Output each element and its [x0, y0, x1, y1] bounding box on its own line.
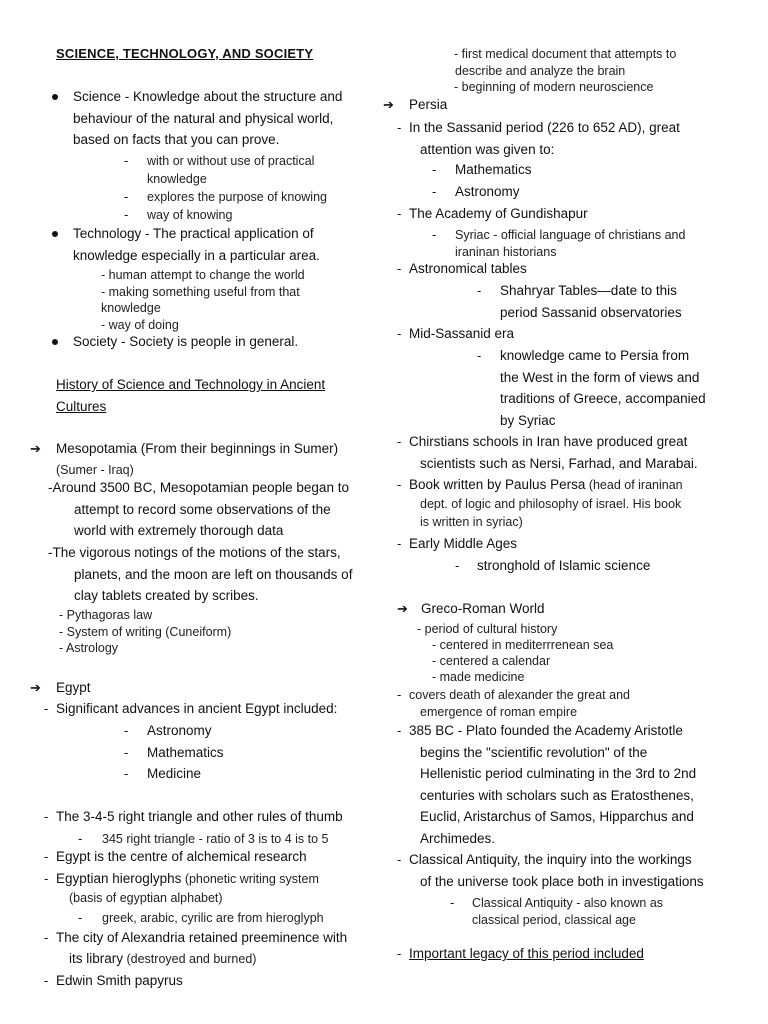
- dash-icon: -: [397, 536, 402, 551]
- mid-sub-4: by Syriac: [500, 412, 556, 428]
- covers-line-2: emergence of roman empire: [420, 705, 578, 719]
- bullet-icon: [52, 231, 58, 237]
- dash-icon: -: [44, 809, 49, 824]
- dash-icon: -: [432, 184, 437, 199]
- tables-sub-1: Shahryar Tables—date to this: [500, 283, 677, 298]
- mid-sub-2: the West in the form of views and: [500, 369, 700, 385]
- bullet-icon: [52, 339, 58, 345]
- egypt-list-2: Mathematics: [147, 744, 224, 760]
- alexandria-line-1: The city of Alexandria retained preeminence with: [56, 930, 348, 945]
- greco-list-1: - period of cultural history: [417, 622, 558, 636]
- classical-sub-2: classical period, classical age: [472, 913, 636, 927]
- dash-icon: -: [432, 227, 437, 242]
- hieroglyphs-note: (phonetic writing system: [181, 872, 319, 886]
- egypt-title: Egypt: [56, 680, 91, 695]
- dash-icon: -: [455, 558, 460, 573]
- tables-line: Astronomical tables: [409, 261, 527, 276]
- sassanid-line-2: attention was given to:: [420, 141, 555, 157]
- alchemy-line: Egypt is the centre of alchemical research: [56, 849, 307, 864]
- alexandria-line-2: [69, 948, 256, 971]
- alexandria-note: (destroyed and burned): [123, 952, 257, 966]
- egypt-intro: Significant advances in ancient Egypt included:: [56, 701, 338, 716]
- dash-icon: -: [44, 871, 49, 886]
- dash-icon: -: [397, 326, 402, 341]
- technology-sub-3: knowledge: [101, 301, 161, 315]
- society-line: Society - Society is people in general.: [73, 334, 299, 349]
- plato-line-2: begins the "scientific revolution" of the: [420, 744, 648, 760]
- dash-icon: -: [397, 206, 402, 221]
- classical-line-2: of the universe took place both in investigations: [420, 873, 704, 889]
- dash-icon: -: [397, 477, 402, 492]
- dash-icon: -: [44, 930, 49, 945]
- papyrus-line: Edwin Smith papyrus: [56, 973, 183, 988]
- meso-p1-line-3: world with extremely thorough data: [74, 523, 284, 538]
- plato-line-3: Hellenistic period culminating in the 3rd to 2nd: [420, 766, 697, 781]
- hieroglyphs-label: Egyptian hieroglyphs: [56, 871, 182, 886]
- dash-icon: -: [124, 723, 129, 738]
- science-sub-2: explores the purpose of knowing: [147, 190, 327, 204]
- greco-list-2: - centered in mediterrrenean sea: [432, 638, 614, 652]
- dash-icon: -: [124, 744, 129, 760]
- dash-icon: -: [397, 434, 402, 449]
- hieroglyphs-sub: greek, arabic, cyrilic are from hieroglyph: [102, 911, 324, 925]
- alexandria-library: its library: [69, 951, 124, 966]
- mesopotamia-sub: (Sumer - Iraq): [56, 463, 134, 477]
- mid-sub-3: traditions of Greece, accompanied: [500, 391, 706, 406]
- dash-icon: -: [44, 849, 49, 864]
- meso-list-3: - Astrology: [59, 641, 119, 655]
- sassanid-list-1: Mathematics: [455, 162, 532, 177]
- classical-sub-1: Classical Antiquity - also known as: [472, 896, 664, 910]
- plato-line-6: Archimedes.: [420, 830, 496, 846]
- dash-icon: -: [124, 766, 129, 781]
- technology-sub-4: - way of doing: [101, 318, 179, 332]
- mid-sub-1: knowledge came to Persia from: [500, 348, 690, 363]
- meso-p2-line-3: clay tablets created by scribes.: [74, 588, 259, 603]
- dash-icon: -: [124, 207, 129, 222]
- dash-icon: -: [397, 946, 402, 961]
- hieroglyphs-line-2: (basis of egyptian alphabet): [69, 891, 223, 905]
- academy-sub-1: Syriac - official language of christians and: [455, 228, 686, 242]
- early-sub: stronghold of Islamic science: [477, 558, 651, 573]
- dash-icon: -: [397, 723, 402, 738]
- dash-icon: -: [44, 701, 49, 716]
- greco-list-3: - centered a calendar: [432, 654, 551, 668]
- dash-icon: -: [78, 831, 83, 846]
- greco-roman-title: Greco-Roman World: [421, 601, 545, 616]
- technology-line-1: Technology - The practical application of: [73, 226, 314, 241]
- academy-sub-2: iraninan historians: [455, 245, 557, 259]
- book-line-2: dept. of logic and philosophy of israel. His book: [420, 497, 682, 511]
- arrow-icon: ➔: [397, 601, 408, 616]
- dash-icon: -: [477, 348, 482, 363]
- dash-icon: -: [397, 120, 402, 135]
- papyrus-note-1: - first medical document that attempts to: [454, 47, 677, 61]
- dash-icon: -: [78, 910, 83, 925]
- meso-list-1: - Pythagoras law: [59, 608, 153, 622]
- dash-icon: -: [432, 162, 437, 177]
- schools-line-1: Chirstians schools in Iran have produced great: [409, 434, 688, 449]
- book-line-1: [409, 474, 683, 497]
- meso-p1-line-1: -Around 3500 BC, Mesopotamian people began to: [48, 480, 349, 495]
- academy-line: The Academy of Gundishapur: [409, 206, 588, 221]
- mesopotamia-title: Mesopotamia (From their beginnings in Sumer): [56, 441, 339, 456]
- schools-line-2: scientists such as Nersi, Farhad, and Marabai.: [420, 455, 698, 471]
- meso-list-2: - System of writing (Cuneiform): [59, 625, 232, 639]
- dash-icon: -: [124, 153, 129, 168]
- arrow-icon: ➔: [383, 97, 394, 112]
- papyrus-note-2: describe and analyze the brain: [455, 64, 626, 78]
- science-line-3: based on facts that you can prove.: [73, 132, 280, 147]
- meso-p2-line-2: planets, and the moon are left on thousands of: [74, 566, 353, 582]
- book-label: Book written by Paulus Persa: [409, 477, 586, 492]
- persia-title: Persia: [409, 97, 448, 112]
- science-sub-1b: knowledge: [147, 172, 207, 186]
- tables-sub-2: period Sassanid observatories: [500, 305, 682, 320]
- science-line-1: Science - Knowledge about the structure and: [73, 89, 343, 104]
- dash-icon: -: [397, 852, 402, 867]
- dash-icon: -: [44, 973, 49, 988]
- legacy-line: Important legacy of this period included: [409, 946, 644, 961]
- technology-sub-2: - making something useful from that: [101, 285, 300, 299]
- hieroglyphs-line-1: [56, 868, 319, 891]
- plato-line-4: centuries with scholars such as Eratosthenes,: [420, 787, 694, 803]
- plato-line-5: Euclid, Aristarchus of Samos, Hipparchus and: [420, 809, 694, 824]
- arrow-icon: ➔: [30, 441, 41, 456]
- science-sub-3: way of knowing: [147, 208, 233, 222]
- triangle-sub: 345 right triangle - ratio of 3 is to 4 is to 5: [102, 832, 329, 846]
- dash-icon: -: [397, 261, 402, 276]
- early-middle-ages-line: Early Middle Ages: [409, 536, 518, 551]
- technology-line-2: knowledge especially in a particular area.: [73, 247, 320, 263]
- sassanid-line-1: In the Sassanid period (226 to 652 AD), great: [409, 120, 680, 135]
- science-sub-1a: with or without use of practical: [147, 154, 315, 168]
- papyrus-note-3: - beginning of modern neuroscience: [454, 80, 654, 94]
- classical-line-1: Classical Antiquity, the inquiry into the workings: [409, 852, 692, 867]
- mid-sassanid-line: Mid-Sassanid era: [409, 326, 515, 341]
- page-title: SCIENCE, TECHNOLOGY, AND SOCIETY: [56, 46, 314, 61]
- triangle-line: The 3-4-5 right triangle and other rules of thumb: [56, 809, 343, 824]
- dash-icon: -: [450, 895, 455, 910]
- dash-icon: -: [477, 283, 482, 298]
- technology-sub-1: - human attempt to change the world: [101, 268, 305, 282]
- book-note: (head of iraninan: [585, 478, 683, 492]
- plato-line-1: 385 BC - Plato founded the Academy Aristotle: [409, 723, 683, 738]
- dash-icon: -: [124, 189, 129, 204]
- history-heading-line-2: Cultures: [56, 399, 107, 414]
- dash-icon: -: [397, 687, 402, 702]
- greco-list-4: - made medicine: [432, 670, 525, 684]
- science-line-2: behaviour of the natural and physical world,: [73, 110, 334, 126]
- covers-line-1: covers death of alexander the great and: [409, 688, 630, 702]
- arrow-icon: ➔: [30, 680, 41, 695]
- bullet-icon: [52, 94, 58, 100]
- meso-p2-line-1: -The vigorous notings of the motions of the stars,: [48, 545, 341, 560]
- history-heading-line-1: History of Science and Technology in Ancient: [56, 377, 326, 392]
- sassanid-list-2: Astronomy: [455, 184, 520, 199]
- book-line-3: is written in syriac): [420, 515, 523, 529]
- meso-p1-line-2: attempt to record some observations of the: [74, 501, 331, 517]
- egypt-list-1: Astronomy: [147, 723, 212, 738]
- egypt-list-3: Medicine: [147, 766, 202, 781]
